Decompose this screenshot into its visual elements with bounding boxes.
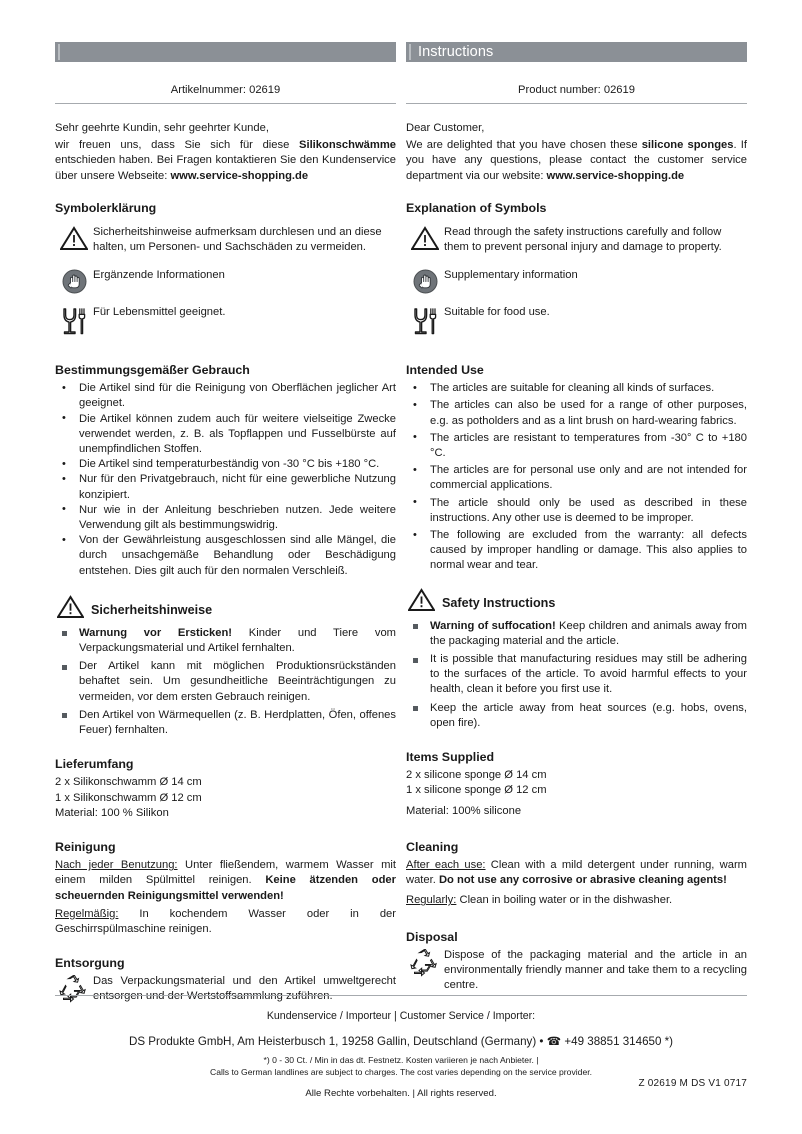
german-symbol-info-row (55, 268, 396, 294)
german-symbol-warning-text: Sicherheitshinweise aufmerksam durchlesen und an diese halten, um Personen- und Sachschäden zu vermeiden. (93, 225, 382, 254)
food-safe-glass-fork-icon (406, 305, 444, 336)
list-item (55, 626, 396, 656)
warning-triangle-icon (55, 225, 93, 251)
german-items-supplied-heading: Lieferumfang (55, 757, 134, 772)
german-greeting: Sehr geehrte Kundin, sehr geehrter Kunde, (55, 122, 269, 134)
english-disposal-row (406, 948, 747, 994)
warning-triangle-icon (406, 588, 442, 612)
german-title-bar (55, 42, 396, 62)
german-supplied-line: 1 x Silikonschwamm Ø 12 cm (55, 791, 202, 804)
list-item-text: Der Artikel kann mit möglichen Produktionsrückständen behaftet sein. Um gesundheitliche Beeinträchtigungen zu vermeiden, vor dem ersten Gebrauch reinigen. (79, 660, 396, 703)
german-cleaning-paragraph-1 (55, 858, 396, 904)
list-item (406, 652, 747, 698)
german-symbols-heading: Symbolerklärung (55, 200, 157, 215)
english-cleaning-bold-1: Do not use any corrosive or abrasive cleaning agents! (438, 874, 727, 887)
english-product-name: silicone sponges (641, 139, 734, 152)
german-safety-heading-row (55, 595, 396, 619)
list-item-text: It is possible that manufacturing residues may still be adhering to the surfaces of the article. To avoid harmful effects to your health, clean it before you first use it. (430, 653, 747, 696)
german-article-number: Artikelnummer: 02619 (55, 62, 396, 104)
german-symbol-food-row (55, 305, 396, 336)
german-safety-heading: Sicherheitshinweise (91, 602, 213, 617)
list-item (55, 659, 396, 705)
german-cleaning-bold-1: Keine ätzenden oder scheuernden Reinigungsmittel verwenden! (55, 874, 396, 902)
german-intro-paragraph (55, 138, 396, 184)
english-website: www.service-shopping.de (546, 169, 685, 182)
warning-triangle-icon (406, 225, 444, 251)
hand-pointing-info-icon (406, 268, 444, 294)
list-item (406, 701, 747, 731)
english-symbol-warning-row (406, 225, 747, 255)
german-supplied-line: 2 x Silikonschwamm Ø 14 cm (55, 776, 202, 789)
list-item: • The article should only be used as described in these instructions. Any other use is deemed to be improper. (406, 496, 747, 526)
german-intended-use-heading: Bestimmungsgemäßer Gebrauch (55, 363, 250, 378)
english-title-bar (406, 42, 747, 62)
english-disposal-text: Dispose of the packaging material and the article in an environmentally friendly manner and take them to a recycling centre. (444, 948, 747, 991)
phone-icon: ☎ (546, 1035, 562, 1048)
list-item: • The following are excluded from the warranty: all defects caused by improper handling or damage. This also applies to normal wear and tear. (406, 528, 747, 574)
german-cleaning-text-1: Unter fließendem, warmem Wasser mit einem milden Spülmittel reinigen. (55, 859, 396, 887)
english-safety-list (406, 619, 747, 731)
list-item: • Die Artikel sind temperaturbeständig von -30 °C bis +180 °C. (55, 457, 396, 472)
recycling-icon (406, 948, 444, 977)
english-cleaning-text-1: Clean with a mild detergent under running, warm water. (406, 858, 748, 887)
list-item (406, 619, 747, 649)
english-cleaning-paragraph-2 (406, 893, 747, 908)
english-supplied-line: Material: 100% silicone (406, 804, 522, 817)
list-item-text: Kinder und Tiere vom Verpackungsmaterial und Artikel fernhalten. (79, 626, 397, 655)
english-intended-use-heading: Intended Use (406, 363, 484, 378)
english-greeting: Dear Customer, (406, 122, 485, 134)
footer-company-line (55, 1034, 747, 1049)
list-item-text: Den Artikel von Wärmequellen (z. B. Herdplatten, Öfen, offenes Feuer) fernhalten. (79, 708, 396, 737)
german-supplied-line: Material: 100 % Silikon (55, 806, 169, 819)
list-item-text: Keep children and animals away from the packaging material and the article. (430, 619, 747, 647)
list-item: • The articles are resistant to temperatures from -30° C to +180 °C. (406, 431, 747, 461)
list-item (55, 708, 396, 738)
english-intro-part2: . If you have any questions, please contact the customer service department via our website: (406, 139, 747, 182)
list-item: • Die Artikel können zudem auch für weitere vielseitige Zwecke verwendet werden, z. B. als Topflappen und Fusselbürste auf unempfindlichen Stoffen. (55, 412, 396, 458)
footer-phone-number: +49 38851 314650 *) (564, 1035, 674, 1048)
german-cleaning-label-2: Regelmäßig: (55, 907, 119, 920)
english-intro-paragraph (406, 138, 747, 184)
german-intended-use-list (55, 381, 396, 579)
list-item-bold: Warnung vor Ersticken! (79, 626, 233, 639)
german-symbol-food-text: Für Lebensmittel geeignet. (93, 306, 226, 319)
english-items-supplied-heading: Items Supplied (406, 750, 495, 765)
english-safety-heading: Safety Instructions (442, 595, 556, 610)
english-symbol-info-text: Supplementary information (444, 269, 578, 282)
english-title-label: Instructions (418, 44, 494, 60)
hand-pointing-info-icon (55, 268, 93, 294)
list-item: • Die Artikel sind für die Reinigung von Oberflächen jeglicher Art geeignet. (55, 381, 396, 411)
list-item: • The articles can also be used for a range of other purposes, e.g. as potholders and as a lint brush on hard-wearing fabrics. (406, 398, 747, 428)
german-cleaning-label-1: Nach jeder Benutzung: (55, 859, 178, 872)
german-symbol-info-text: Ergänzende Informationen (93, 269, 225, 282)
footer-tariff-line-en: Calls to German landlines are subject to charges. The cost varies depending on the service provider. (210, 1067, 592, 1077)
german-cleaning-text-2: In kochendem Wasser oder in der Geschirrspülmaschine reinigen. (55, 907, 396, 935)
english-symbol-food-row (406, 305, 747, 336)
english-intended-use-list (406, 381, 747, 573)
german-symbol-warning-row (55, 225, 396, 255)
list-item: • Nur wie in der Anleitung beschrieben nutzen. Jede weitere Verwendung gilt als bestimmungswidrig. (55, 503, 396, 533)
english-symbols-heading: Explanation of Symbols (406, 200, 547, 215)
german-disposal-text: Das Verpackungsmaterial und den Artikel umweltgerecht entsorgen und der Wertstoffsammlung zuführen. (93, 975, 396, 1003)
english-product-number: Product number: 02619 (406, 62, 747, 104)
list-item-text: Keep the article away from heat sources (e.g. hobs, ovens, open fire). (430, 701, 747, 729)
german-cleaning-heading: Reinigung (55, 840, 116, 855)
english-cleaning-paragraph-1 (406, 858, 747, 888)
german-cleaning-paragraph-2 (55, 907, 396, 937)
english-symbol-warning-text: Read through the safety instructions carefully and follow them to prevent personal injury and damage to property. (444, 225, 722, 254)
german-intro-part2: entschieden haben. Bei Fragen kontaktieren Sie den Kundenservice über unsere Webseite: (55, 154, 396, 182)
footer-company-address: DS Produkte GmbH, Am Heisterbusch 1, 19258 Gallin, Deutschland (Germany) • (128, 1035, 547, 1048)
document-id: Z 02619 M DS V1 0717 (638, 1078, 747, 1089)
warning-triangle-icon (55, 595, 91, 619)
list-item: • Von der Gewährleistung ausgeschlossen sind alle Mängel, die durch unsachgemäße Behandlung oder Beschädigung entstehen. Dies gilt auch für den normalen Verschleiß. (55, 533, 396, 579)
german-disposal-heading: Entsorgung (55, 956, 125, 971)
english-cleaning-text-2: Clean in boiling water or in the dishwasher. (456, 894, 673, 907)
german-website: www.service-shopping.de (170, 169, 309, 182)
english-cleaning-heading: Cleaning (406, 839, 459, 854)
list-item-bold: Warning of suffocation! (430, 619, 556, 632)
english-cleaning-label-1: After each use: (406, 858, 486, 871)
german-safety-list (55, 626, 396, 738)
english-column (406, 42, 747, 1005)
food-safe-glass-fork-icon (55, 305, 93, 336)
german-intro-part1: wir freuen uns, dass Sie sich für diese (55, 139, 299, 152)
english-symbol-food-text: Suitable for food use. (444, 306, 550, 319)
english-supplied-line: 2 x silicone sponge Ø 14 cm (406, 769, 547, 782)
english-cleaning-label-2: Regularly: (406, 894, 457, 907)
german-column (55, 42, 396, 1005)
german-product-name: Silikonschwämme (299, 139, 396, 152)
list-item: • Nur für den Privatgebrauch, nicht für eine gewerbliche Nutzung konzipiert. (55, 472, 396, 502)
english-disposal-heading: Disposal (406, 929, 458, 944)
english-safety-heading-row (406, 588, 747, 612)
list-item: • The articles are suitable for cleaning all kinds of surfaces. (406, 381, 747, 396)
english-supplied-line: 1 x silicone sponge Ø 12 cm (406, 784, 547, 797)
english-symbol-info-row (406, 268, 747, 294)
english-intro-part1: We are delighted that you have chosen these (406, 139, 642, 152)
list-item: • The articles are for personal use only and are not intended for commercial applications. (406, 463, 747, 493)
footer-rights-line: Alle Rechte vorbehalten. | All rights reserved. (305, 1088, 497, 1099)
two-column-layout (55, 42, 747, 1005)
footer-tariff-line-de: *) 0 - 30 Ct. / Min in das dt. Festnetz. Kosten variieren je nach Anbieter. | (263, 1055, 539, 1065)
footer-service-line: Kundenservice / Importeur | Customer Service / Importer: (266, 1010, 536, 1022)
